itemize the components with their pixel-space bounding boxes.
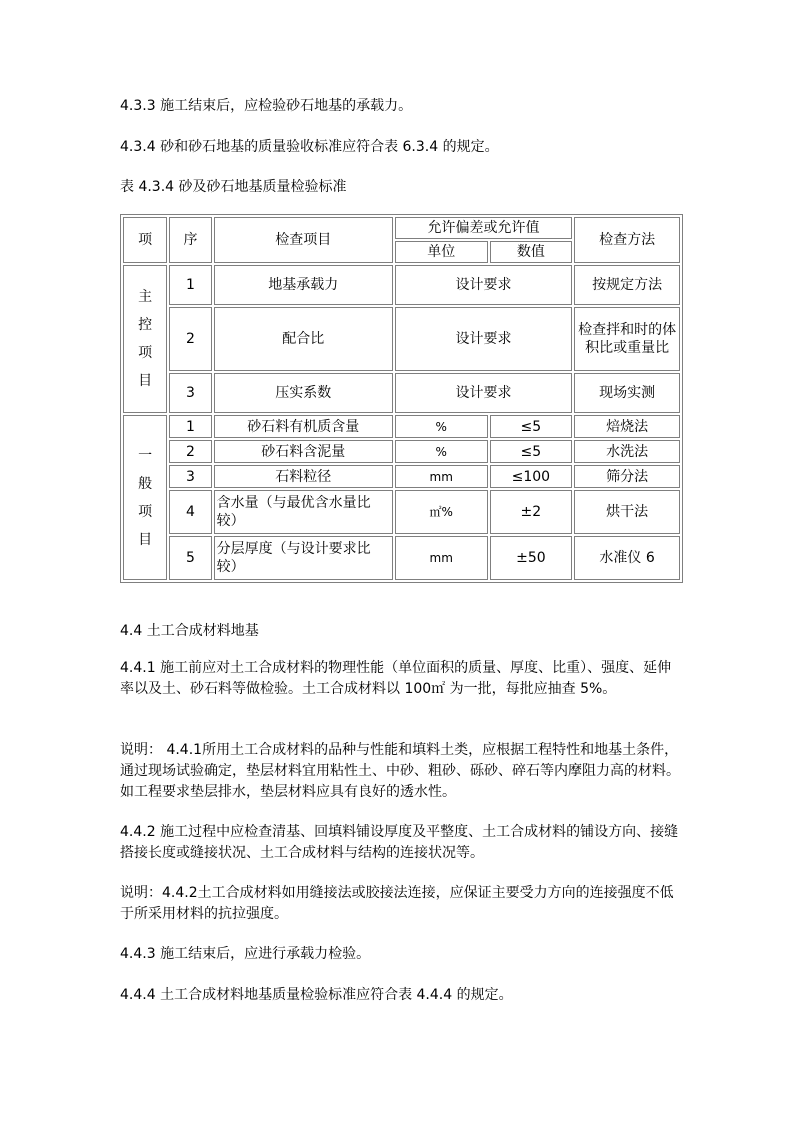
- cell-seq: 1: [169, 415, 211, 438]
- cell-check-item: 分层厚度（与设计要求比较）: [214, 536, 393, 580]
- header-check-item: 检查项目: [214, 217, 393, 263]
- header-item: 项: [123, 217, 167, 263]
- category-char: 项: [138, 345, 153, 361]
- table-row: [123, 265, 680, 305]
- cell-seq: 4: [169, 490, 211, 534]
- cell-unit: %: [395, 440, 488, 463]
- header-unit: 单位: [395, 241, 488, 263]
- cell-unit: mm: [395, 536, 488, 580]
- cell-method: 检查拌和时的体积比或重量比: [574, 307, 680, 371]
- cell-seq: 3: [169, 465, 211, 488]
- general-category-cell: [123, 415, 167, 580]
- clause-4-4-2: 4.4.2 施工过程中应检查清基、回填料铺设厚度及平整度、土工合成材料的铺设方向、接缝搭接长度或缝接状况、土工合成材料与结构的连接状况等。: [120, 824, 679, 861]
- table-row: [123, 415, 680, 438]
- cell-value: ≤100: [490, 465, 573, 488]
- table-row: [123, 465, 680, 488]
- cell-value: ±2: [490, 490, 573, 534]
- table-row: [123, 536, 680, 580]
- category-char: 主: [138, 289, 153, 305]
- quality-standard-table: [120, 214, 683, 583]
- cell-check-item: 地基承载力: [214, 265, 393, 305]
- clause-4-4-4: 4.4.4 土工合成材料地基质量检验标准应符合表 4.4.4 的规定。: [120, 987, 513, 1003]
- cell-check-item: 含水量（与最优含水量比较）: [214, 490, 393, 534]
- cell-seq: 3: [169, 373, 211, 413]
- cell-value: ±50: [490, 536, 573, 580]
- cell-method: 现场实测: [574, 373, 680, 413]
- cell-seq: 2: [169, 307, 211, 371]
- table-row: [123, 490, 680, 534]
- cell-check-item: 压实系数: [214, 373, 393, 413]
- category-char: 控: [138, 317, 153, 333]
- cell-seq: 5: [169, 536, 211, 580]
- category-char: 目: [138, 373, 153, 389]
- cell-method: 水准仪 6: [574, 536, 680, 580]
- cell-seq: 2: [169, 440, 211, 463]
- header-allowance: 允许偏差或允许值: [395, 217, 572, 239]
- clause-4-4-3: 4.4.3 施工结束后，应进行承载力检验。: [120, 946, 371, 962]
- section-4-4-title: 4.4 土工合成材料地基: [120, 623, 259, 639]
- table-row: [123, 440, 680, 463]
- cell-value: ≤5: [490, 440, 573, 463]
- cell-allowance: 设计要求: [395, 307, 572, 371]
- cell-method: 焙烧法: [574, 415, 680, 438]
- note-4-4-1: 说明： 4.4.1所用土工合成材料的品种与性能和填料土类，应根据工程特性和地基土条件，通过现场试验确定，垫层材料宜用粘性土、中砂、粗砂、砾砂、碎石等内摩阻力高的材料。如工程要求垫层排水，垫层材料应具有良好的透水性。: [120, 742, 680, 800]
- cell-value: ≤5: [490, 415, 573, 438]
- clause-4-3-4: 4.3.4 砂和砂石地基的质量验收标准应符合表 6.3.4 的规定。: [120, 139, 499, 155]
- table-caption: 表 4.3.4 砂及砂石地基质量检验标准: [120, 179, 347, 195]
- category-char: 目: [138, 531, 153, 548]
- cell-check-item: 石料粒径: [214, 465, 393, 488]
- clause-4-3-3: 4.3.3 施工结束后，应检验砂石地基的承载力。: [120, 98, 413, 114]
- cell-method: 水洗法: [574, 440, 680, 463]
- header-value: 数值: [490, 241, 573, 263]
- cell-method: 筛分法: [574, 465, 680, 488]
- main-category-cell: [123, 265, 167, 413]
- clause-4-4-1: 4.4.1 施工前应对土工合成材料的物理性能（单位面积的质量、厚度、比重）、强度、延伸率以及土、砂石料等做检验。土工合成材料以 100㎡ 为一批，每批应抽查 5%。: [120, 660, 672, 697]
- cell-unit: mm: [395, 465, 488, 488]
- cell-unit: ㎡%: [395, 490, 488, 534]
- table-row: [123, 373, 680, 413]
- header-seq: 序: [169, 217, 211, 263]
- cell-check-item: 砂石料有机质含量: [214, 415, 393, 438]
- table-header-row: [123, 217, 680, 239]
- cell-check-item: 砂石料含泥量: [214, 440, 393, 463]
- cell-seq: 1: [169, 265, 211, 305]
- cell-method: 烘干法: [574, 490, 680, 534]
- cell-allowance: 设计要求: [395, 265, 572, 305]
- table-row: [123, 307, 680, 371]
- note-4-4-2: 说明：4.4.2土工合成材料如用缝接法或胶接法连接，应保证主要受力方向的连接强度不低于所采用材料的抗拉强度。: [120, 885, 674, 922]
- cell-check-item: 配合比: [214, 307, 393, 371]
- cell-unit: %: [395, 415, 488, 438]
- category-char: 一: [138, 447, 153, 464]
- header-method: 检查方法: [574, 217, 680, 263]
- category-char: 项: [138, 503, 153, 520]
- category-char: 般: [138, 475, 153, 492]
- cell-method: 按规定方法: [574, 265, 680, 305]
- cell-allowance: 设计要求: [395, 373, 572, 413]
